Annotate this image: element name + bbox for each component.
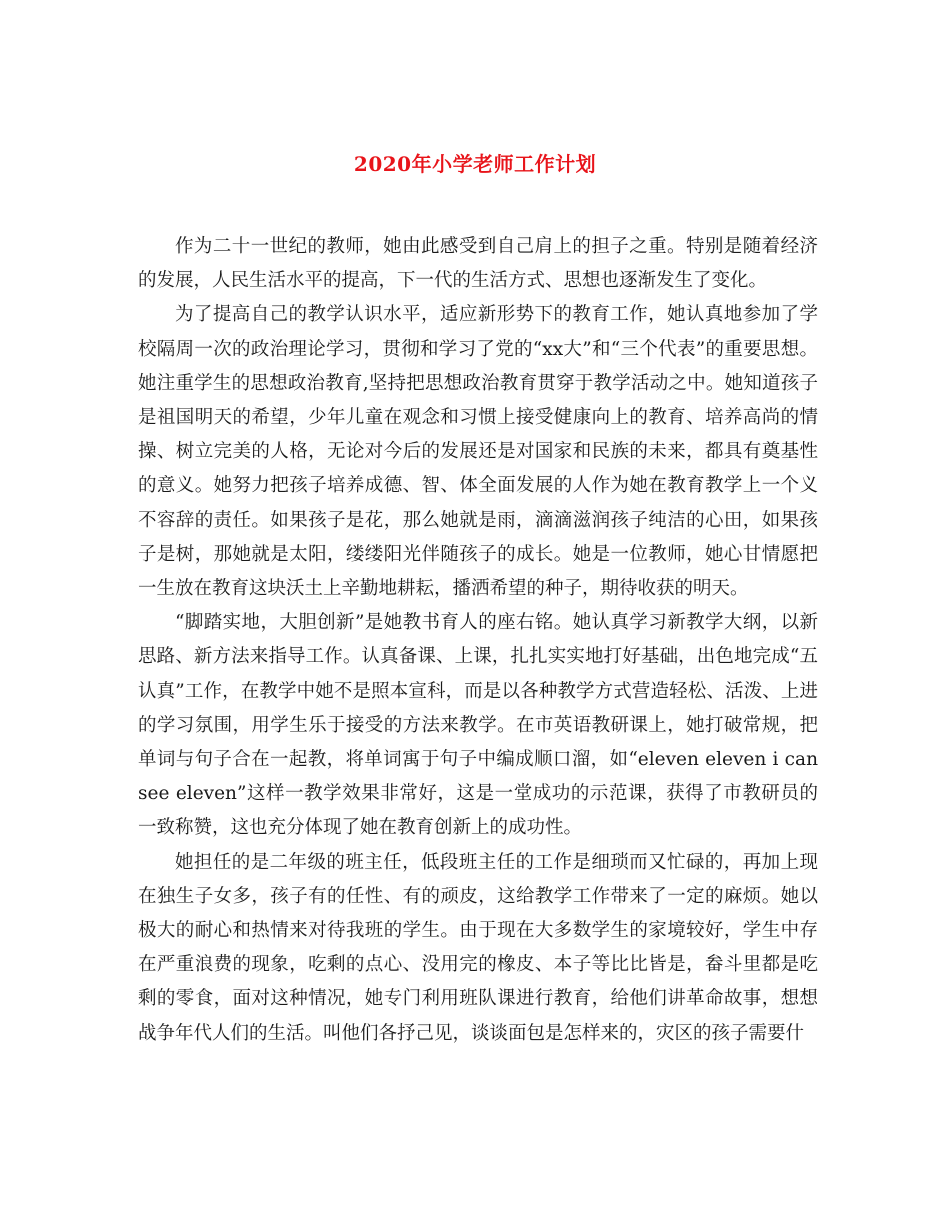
paragraph-3: “脚踏实地，大胆创新”是她教书育人的座右铭。她认真学习新教学大纲，以新思路、新方法来指导工作。认真备课、上课，扎扎实实地打好基础，出色地完成“五认真”工作，在教学中她不是照本宣科，而是以各种教学方式营造轻松、活泼、上进的学习氛围，用学生乐于接受的方法来教学。在市英语教研课上，她打破常规，把单词与句子合在一起教，将单词寓于句子中编成顺口溜，如“eleven eleven i can see eleven”这样一教学效果非常好，这是一堂成功的示范课，获得了市教研员的一致称赞，这也充分体现了她在教育创新上的成功性。 (138, 612, 818, 839)
paragraph-2: 为了提高自己的教学认识水平，适应新形势下的教育工作，她认真地参加了学校隔周一次的政治理论学习，贯彻和学习了党的“xx大”和“三个代表”的重要思想。她注重学生的思想政治教育,坚持把思想政治教育贯穿于教学活动之中。她知道孩子是祖国明天的希望，少年儿童在观念和习惯上接受健康向上的教育、培养高尚的情操、树立完美的人格，无论对今后的发展还是对国家和民族的未来，都具有奠基性的意义。她努力把孩子培养成德、智、体全面发展的人作为她在教育教学上一个义不容辞的责任。如果孩子是花，那么她就是雨，滴滴滋润孩子纯洁的心田，如果孩子是树，那她就是太阳，缕缕阳光伴随孩子的成长。她是一位教师，她心甘情愿把一生放在教育这块沃土上辛勤地耕耘，播洒希望的种子，期待收获的明天。 (138, 304, 818, 600)
document-body (138, 230, 818, 1051)
paragraph-4: 她担任的是二年级的班主任，低段班主任的工作是细琐而又忙碌的，再加上现在独生子女多，孩子有的任性、有的顽皮，这给教学工作带来了一定的麻烦。她以极大的耐心和热情来对待我班的学生。由于现在大多数学生的家境较好，学生中存在严重浪费的现象，吃剩的点心、没用完的橡皮、本子等比比皆是，畚斗里都是吃剩的零食，面对这种情况，她专门利用班队课进行教育，给他们讲革命故事，想想战争年代人们的生活。叫他们各抒己见，谈谈面包是怎样来的，灾区的孩子需要什 (138, 851, 818, 1044)
document-title: 2020年小学老师工作计划 (353, 152, 597, 176)
paragraph-1: 作为二十一世纪的教师，她由此感受到自己肩上的担子之重。特别是随着经济的发展，人民生活水平的提高，下一代的生活方式、思想也逐渐发生了变化。 (138, 236, 818, 292)
